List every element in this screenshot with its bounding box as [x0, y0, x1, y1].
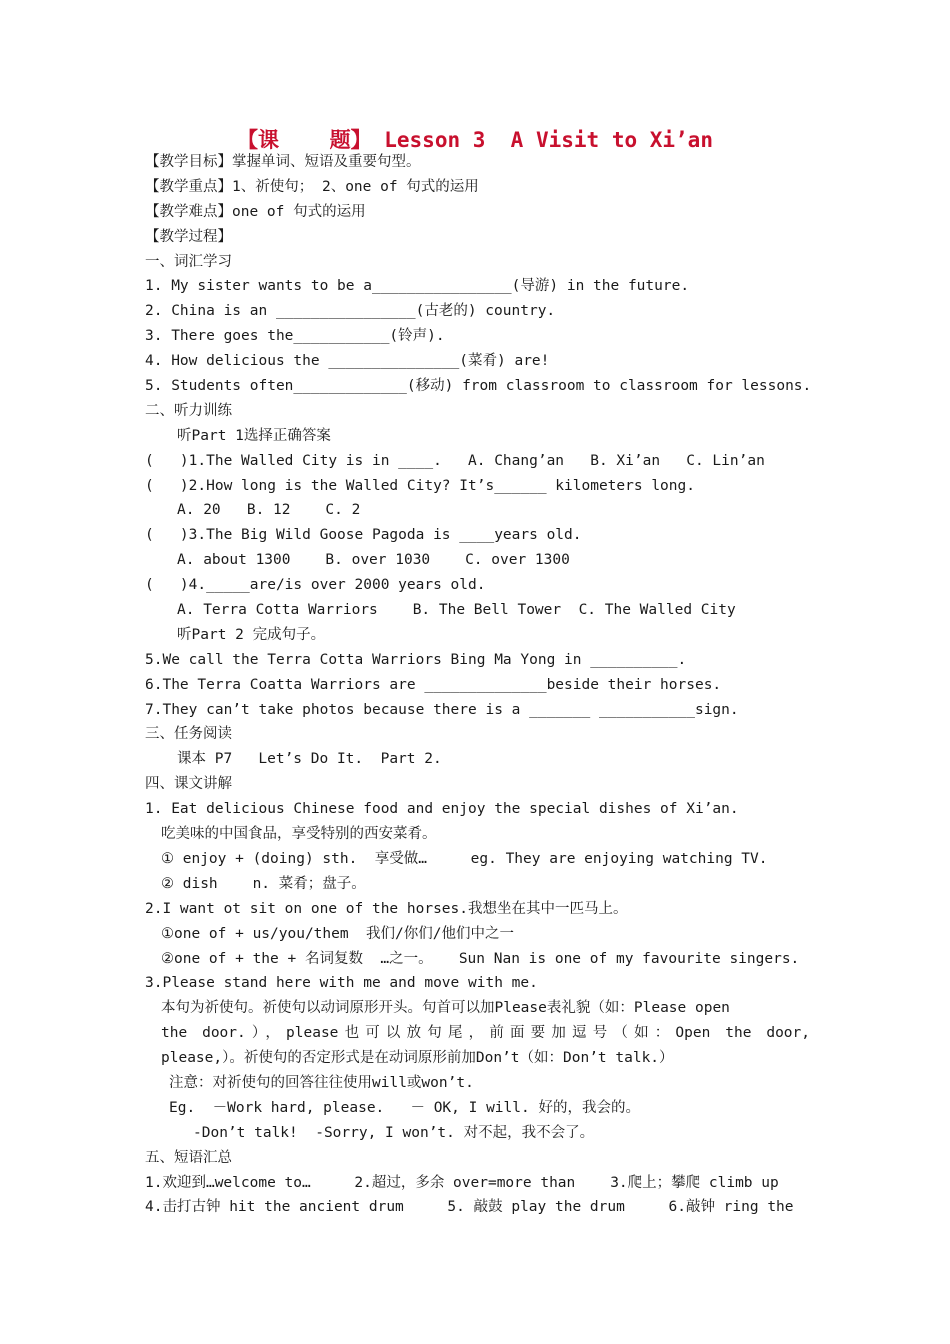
vocab-item: 2. China is an ________________(古老的) country. — [145, 303, 556, 320]
listening-question: ( )3.The Big Wild Goose Pagoda is ____years old. — [145, 527, 582, 544]
phrase-list-line: 1.欢迎到…welcome to… 2.超过，多余 over=more than 3.爬上；攀爬 climb up — [145, 1174, 779, 1191]
explanation-paragraph: 本句为祈使句。祈使句以动词原形开头。句首可以加Please表礼貌（如：Please open — [161, 1000, 730, 1017]
listening-question: ( )1.The Walled City is in ____. A. Chang’an B. Xi’an C. Lin’an — [145, 452, 765, 469]
listening-question: ( )2.How long is the Walled City? It’s______ kilometers long. — [145, 477, 695, 494]
listening-part2-instruction: 听Part 2 完成句子。 — [177, 626, 326, 643]
example-dialogue: Eg. －Work hard, please. － OK, I will. 好的，我会的。 — [169, 1099, 640, 1116]
explanation-note: ①one of + us/you/them 我们/你们/他们中之一 — [161, 925, 515, 942]
listening-options: A. Terra Cotta Warriors B. The Bell Tower C. The Walled City — [177, 602, 736, 619]
section-heading-listening: 二、听力训练 — [145, 402, 232, 419]
vocab-item: 4. How delicious the _______________(菜肴) are! — [145, 353, 550, 370]
vocab-item: 3. There goes the___________(铃声). — [145, 328, 445, 345]
listening-options: A. about 1300 B. over 1030 C. over 1300 — [177, 552, 570, 569]
teaching-process-heading: 【教学过程】 — [145, 228, 232, 245]
example-dialogue: -Don’t talk! -Sorry, I won’t. 对不起，我不会了。 — [193, 1124, 595, 1141]
section-heading-vocabulary: 一、词汇学习 — [145, 253, 232, 270]
explanation-point: 2.I want ot sit on one of the horses.我想坐在其中一匹马上。 — [145, 900, 628, 917]
phrase-list-line: 4.击打古钟 hit the ancient drum 5. 敲鼓 play the drum 6.敲钟 ring the — [145, 1199, 794, 1216]
lesson-title: 【课 题】 Lesson 3 A Visit to Xi’an — [237, 128, 713, 152]
explanation-note: ② dish n. 菜肴；盘子。 — [161, 875, 366, 892]
completion-item: 5.We call the Terra Cotta Warriors Bing Ma Yong in __________. — [145, 651, 687, 668]
listening-question: ( )4._____are/is over 2000 years old. — [145, 577, 486, 594]
listening-part1-instruction: 听Part 1选择正确答案 — [177, 427, 331, 444]
explanation-note: ②one of + the + 名词复数 …之一。 Sun Nan is one of my favourite singers. — [161, 950, 800, 967]
section-heading-phrases: 五、短语汇总 — [145, 1149, 232, 1166]
explanation-paragraph: please,）。祈使句的否定形式是在动词原形前加Don’t（如：Don’t talk.） — [161, 1050, 674, 1067]
teaching-goal: 【教学目标】掌握单词、短语及重要句型。 — [145, 154, 421, 170]
teaching-focus: 【教学重点】1、祈使句； 2、one of 句式的运用 — [145, 178, 479, 195]
explanation-point: 1. Eat delicious Chinese food and enjoy the special dishes of Xi’an. — [145, 801, 739, 818]
explanation-translation: 吃美味的中国食品，享受特别的西安菜肴。 — [161, 826, 437, 843]
lesson-plan-body — [145, 150, 810, 1220]
completion-item: 6.The Terra Coatta Warriors are ______________beside their horses. — [145, 676, 722, 693]
vocab-item: 1. My sister wants to be a________________(导游) in the future. — [145, 278, 690, 295]
vocab-item: 5. Students often_____________(移动) from classroom to classroom for lessons. — [145, 378, 812, 395]
explanation-attention: 注意：对祈使句的回答往往使用will或won’t. — [169, 1074, 474, 1091]
completion-item: 7.They can’t take photos because there is a _______ ___________sign. — [145, 701, 739, 718]
explanation-paragraph: the door.），please也可以放句尾，前面要加逗号（如：Open the door, — [161, 1025, 810, 1042]
section-heading-reading: 三、任务阅读 — [145, 726, 232, 743]
listening-options: A. 20 B. 12 C. 2 — [177, 502, 361, 519]
reading-task: 课本 P7 Let’s Do It. Part 2. — [177, 751, 442, 768]
explanation-note: ① enjoy + (doing) sth. 享受做… eg. They are enjoying watching TV. — [161, 850, 768, 867]
section-heading-text-explanation: 四、课文讲解 — [145, 776, 232, 793]
explanation-point: 3.Please stand here with me and move with me. — [145, 975, 538, 992]
teaching-difficulty: 【教学难点】one of 句式的运用 — [145, 203, 366, 220]
